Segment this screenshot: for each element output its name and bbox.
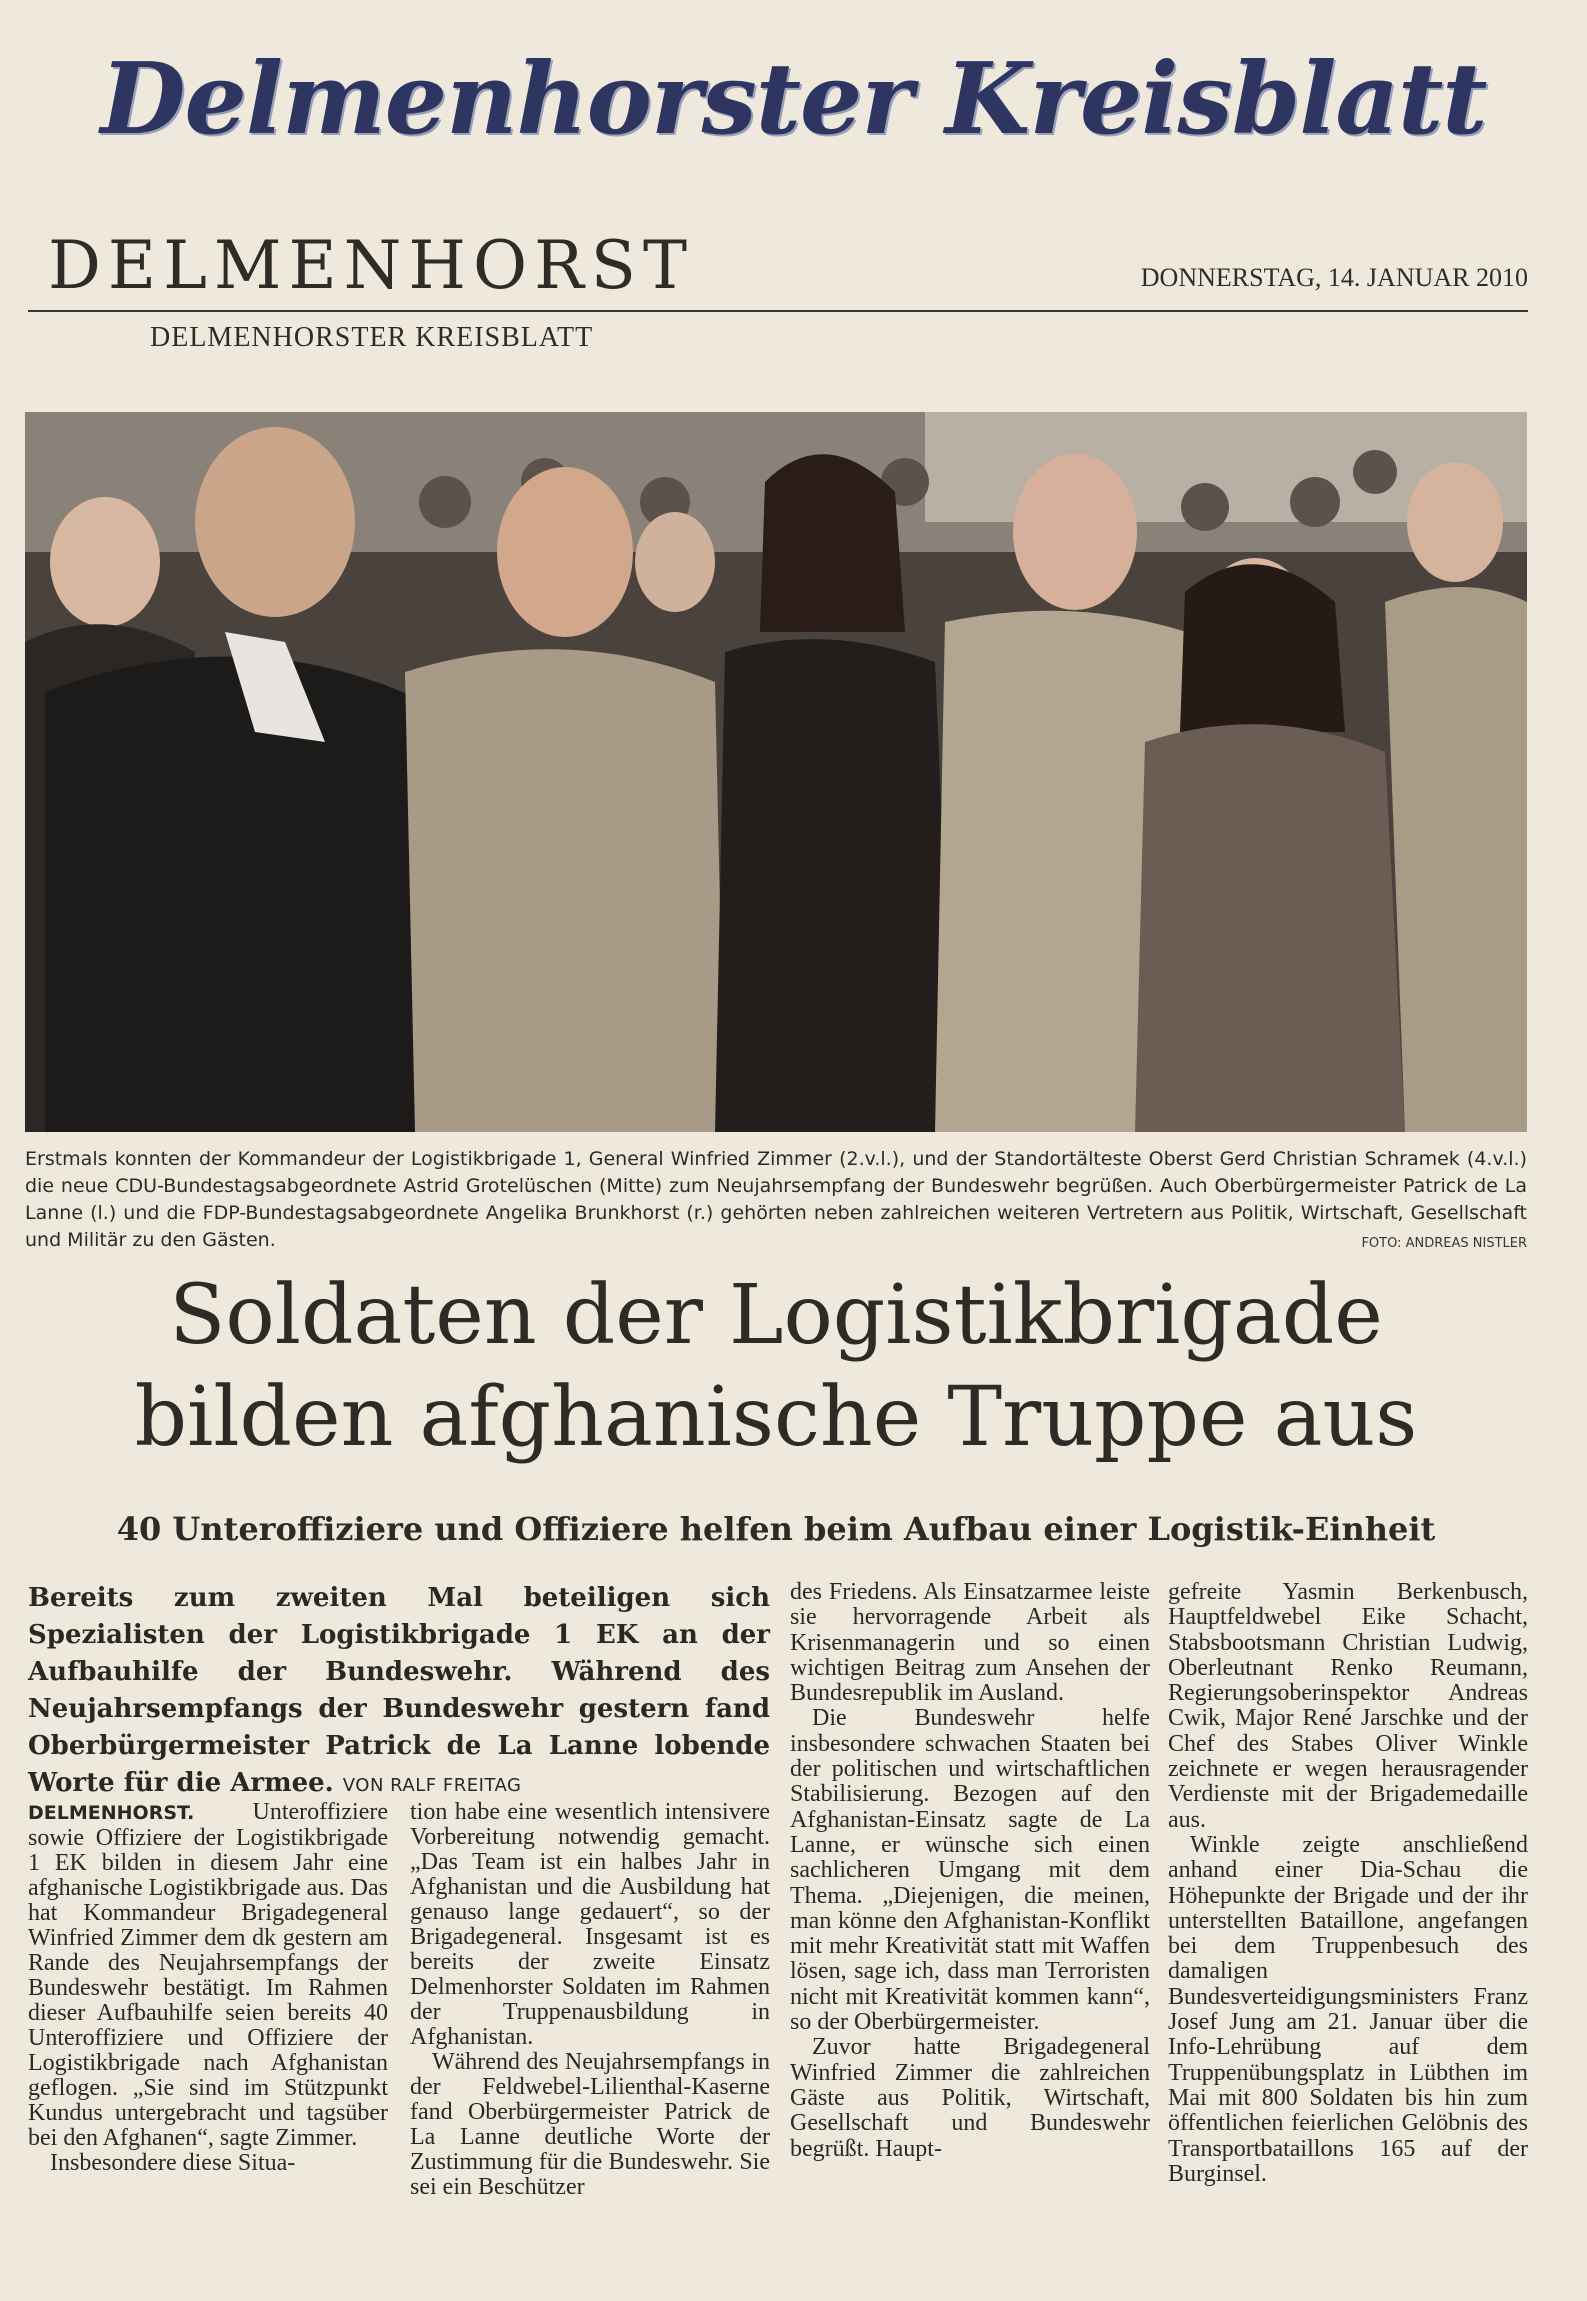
author-byline: VON RALF FREITAG [342, 1775, 522, 1796]
section-title: DELMENHORST [48, 227, 695, 304]
subheadline: 40 Unteroffiziere und Offiziere helfen beim Aufbau einer Logistik-Einheit [116, 1510, 1436, 1548]
column-1-text-1: Unteroffiziere sowie Offiziere der Logistikbrigade 1 EK bilden in diesem Jahr eine afghanische Logistikbrigade aus. Das hat Kommandeur Brigadegeneral Winfried Zimmer dem dk gestern am Rande des Neujahrsempfangs der Bundeswehr bestätigt. Im Rahmen dieser Aufbauhilfe seien bereits 40 Unteroffiziere und Offiziere der Logistikbrigade nach Afghanistan geflogen. „Sie sind im Stützpunkt Kundus untergebracht und tagsüber bei den Afghanen“, sagte Zimmer. [28, 1799, 388, 2151]
lead-paragraph [28, 1580, 770, 1804]
masthead [0, 20, 1587, 200]
column-4-paragraph-2: Winkle zeigte anschließend anhand einer Dia-Schau die Höhepunkte der Brigade und der ihr unterstellten Bataillone, angefangen bei dem Truppenbesuch des damaligen Bundesverteidigungsministers Franz Josef Jung am 21. Januar über die Info-Lehrübung auf dem Truppenübungsplatz in Lübthen im Mai mit 800 Soldaten bis hin zum öffentlichen feierlichen Gelöbnis des Transportbataillons 165 auf der Burginsel. [1168, 1831, 1528, 2187]
section-header [28, 215, 1528, 312]
article-column-3 [790, 1580, 1150, 2162]
headline [25, 1265, 1527, 1469]
article-column-1 [28, 1800, 388, 2176]
event-photo [25, 412, 1527, 1132]
photo-illustration [25, 412, 1527, 1132]
column-3-paragraph-2: Die Bundeswehr helfe insbesondere schwachen Staaten bei der politischen und wirtschaftlichen Stabilisierung. Bezogen auf den Afghanistan-Einsatz sagte de La Lanne, er wünsche sich einen sachlicheren Umgang mit dem Thema. „Diejenigen, die meinen, man könne den Afghanistan-Konflikt mit mehr Kreativität statt mit Waffen lösen, sage ich, dass man Terroristen nicht mit Kreativität kommen kann“, so der Oberbürgermeister. [790, 1705, 1150, 2036]
photo-credit: FOTO: ANDREAS NISTLER [1361, 1236, 1527, 1251]
source-label: DELMENHORSTER KREISBLATT [150, 322, 594, 353]
article-column-2 [410, 1800, 770, 2200]
headline-line-1: Soldaten der Logistikbrigade [169, 1268, 1383, 1363]
column-2-paragraph-2: Während des Neujahrsempfangs in der Feldwebel-Lilienthal-Kaserne fand Oberbürgermeister Patrick de La Lanne deutliche Worte der Zustimmung für die Bundeswehr. Sie sei ein Beschützer [410, 2049, 770, 2200]
article-column-4 [1168, 1580, 1528, 2187]
issue-date: DONNERSTAG, 14. JANUAR 2010 [1140, 263, 1528, 292]
column-1-paragraph-2: Insbesondere diese Situa- [50, 2150, 296, 2176]
column-2-paragraph-1: tion habe eine wesentlich intensivere Vorbereitung notwendig gemacht. „Das Team ist ein halbes Jahr in Afghanistan und die Ausbildung hat genauso lange gedauert“, so der Brigadegeneral. Insgesamt ist es bereits der zweite Einsatz Delmenhorster Soldaten im Rahmen der Truppenausbildung in Afghanistan. [410, 1799, 770, 2050]
column-1-paragraph-1 [28, 1800, 388, 2151]
photo-caption: Erstmals konnten der Kommandeur der Logistikbrigade 1, General Winfried Zimmer (2.v.l.), und der Standortälteste Oberst Gerd Christian Schramek (4.v.l.) die neue CDU-Bundestagsabgeordnete Astrid Grotelüschen (Mitte) zum Neujahrsempfang der Bundeswehr begrüßen. Auch Oberbürgermeister Patrick de La Lanne (l.) und die FDP-Bundestagsabgeordnete Angelika Brunkhorst (r.) gehörten neben zahlreichen weiteren Vertretern aus Politik, Wirtschaft, Gesellschaft und Militär zu den Gästen. [25, 1148, 1527, 1251]
dateline: DELMENHORST. [28, 1802, 195, 1824]
lead-text: Bereits zum zweiten Mal beteiligen sich Spezialisten der Logistikbrigade 1 EK an der Aufbauhilfe der Bundeswehr. Während des Neujahrsempfangs der Bundeswehr gestern fand Oberbürgermeister Patrick de La Lanne lobende Worte für die Armee. [28, 1583, 770, 1798]
column-3-paragraph-3: Zuvor hatte Brigadegeneral Winfried Zimmer die zahlreichen Gäste aus Politik, Wirtschaft, Gesellschaft und Bundeswehr begrüßt. Haupt- [790, 2034, 1150, 2162]
column-3-paragraph-1: des Friedens. Als Einsatzarmee leiste sie hervorragende Arbeit als Krisenmanagerin und so einen wichtigen Beitrag zum Ansehen der Bundesrepublik im Ausland. [790, 1579, 1150, 1707]
column-4-paragraph-1: gefreite Yasmin Berkenbusch, Hauptfeldwebel Eike Schacht, Stabsbootsmann Christian Ludwig, Oberleutnant Renko Reumann, Regierungsoberinspektor Andreas Cwik, Major René Jarschke und der Chef des Stabes Oliver Winkle zeichnete er wegen herausragender Verdienste mit der Brigademedaille aus. [1168, 1579, 1528, 1833]
headline-line-2: bilden afghanische Truppe aus [134, 1370, 1418, 1465]
newspaper-title: Delmenhorster Kreisblatt [100, 42, 1487, 157]
